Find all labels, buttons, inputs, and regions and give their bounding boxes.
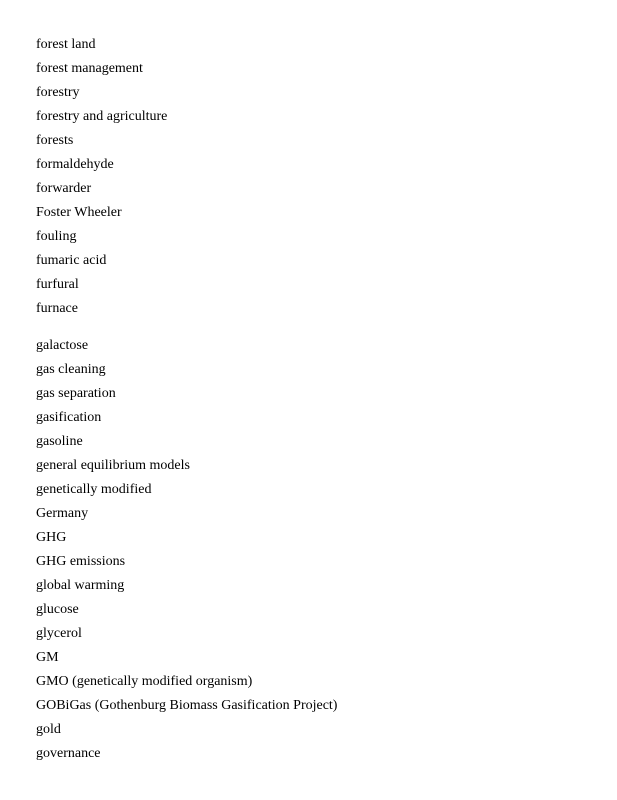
index-entry: glycerol xyxy=(36,626,82,641)
index-entry: Germany xyxy=(36,506,89,521)
index-entry: GHG xyxy=(36,530,67,545)
index-entry: galactose xyxy=(36,338,89,353)
index-entry: forest land xyxy=(36,37,96,52)
index-entry: genetically modified xyxy=(36,482,152,497)
index-entry: gas separation xyxy=(36,386,116,401)
index-group-f xyxy=(36,35,167,323)
index-entry: gold xyxy=(36,722,61,737)
index-entry: gas cleaning xyxy=(36,362,106,377)
index-entry: gasoline xyxy=(36,434,83,449)
index-entry: Foster Wheeler xyxy=(36,205,122,220)
index-group-g xyxy=(36,336,337,768)
index-entry: fumaric acid xyxy=(36,253,107,268)
index-entry: forest management xyxy=(36,61,143,76)
index-entry: GOBiGas (Gothenburg Biomass Gasification Project) xyxy=(36,698,338,713)
index-entry: forests xyxy=(36,133,74,148)
index-entry: forwarder xyxy=(36,181,92,196)
index-entry: GM xyxy=(36,650,59,665)
index-entry: fouling xyxy=(36,229,77,244)
index-entry: gasification xyxy=(36,410,102,425)
index-entry: global warming xyxy=(36,578,125,593)
index-entry: GMO (genetically modified organism) xyxy=(36,674,253,689)
index-entry: forestry and agriculture xyxy=(36,109,168,124)
index-entry: forestry xyxy=(36,85,80,100)
index-entry: governance xyxy=(36,746,101,761)
index-entry: furfural xyxy=(36,277,79,292)
index-entry: formaldehyde xyxy=(36,157,114,172)
index-entry: GHG emissions xyxy=(36,554,126,569)
index-entry: furnace xyxy=(36,301,78,316)
index-entry: general equilibrium models xyxy=(36,458,190,473)
index-entry: glucose xyxy=(36,602,79,617)
